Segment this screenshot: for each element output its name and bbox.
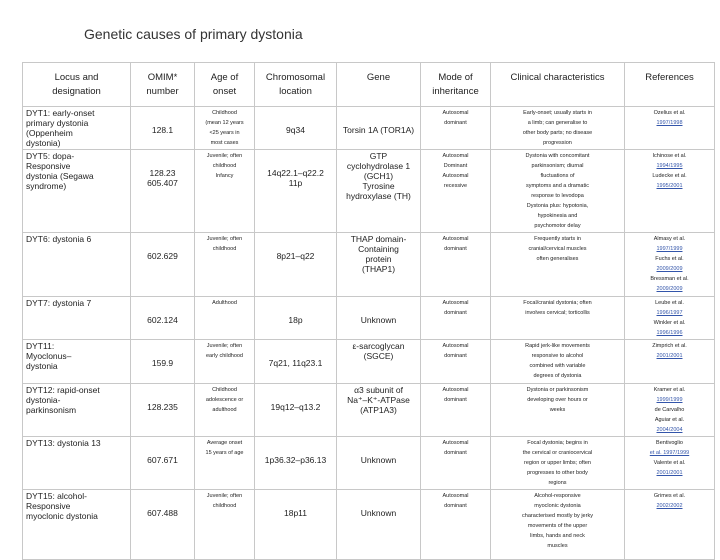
references (625, 340, 715, 384)
table-row (23, 233, 715, 297)
inheritance-mode-line: dominant (444, 246, 467, 252)
reference-link[interactable]: 1999/1999 (656, 397, 683, 403)
locus-designation-line: Responsive (26, 501, 71, 511)
clinical-characteristics-line: Focal dystonia; begins in (527, 440, 588, 446)
chromosomal-location-line: 9q34 (286, 125, 305, 135)
reference-link[interactable]: 2001/2001 (656, 353, 683, 359)
references (625, 107, 715, 150)
chromosomal-location-line: 8p21–q22 (276, 251, 315, 261)
reference-author: Grimes et al. (653, 493, 686, 499)
clinical-characteristics (491, 107, 625, 150)
clinical-characteristics-line: parkinsonism; diurnal (531, 163, 584, 169)
gene-name-line: Torsin 1A (TOR1A) (342, 125, 415, 135)
age-of-onset-line: Childhood (212, 110, 237, 116)
reference-author: Aguiar et al. (654, 417, 685, 423)
clinical-characteristics-line: region or upper limbs; often (524, 460, 591, 466)
omim-number (131, 340, 195, 384)
gene-name-line: (GCH1) (363, 171, 394, 181)
locus-designation-line: Myoclonus– (26, 351, 72, 361)
reference-author: Leube et al. (655, 300, 684, 306)
clinical-characteristics-line: progression (543, 140, 572, 146)
locus-designation-line: syndrome) (26, 181, 67, 191)
header-inheritance: Mode of inheritance (421, 63, 491, 107)
locus-designation (23, 297, 131, 340)
clinical-characteristics-line: Alcohol-responsive (534, 493, 581, 499)
omim-number (131, 107, 195, 150)
inheritance-mode (421, 150, 491, 233)
locus-designation-line: DYT11: (26, 341, 55, 351)
locus-designation-line: Responsive (26, 161, 71, 171)
clinical-characteristics-line: regions (548, 480, 567, 486)
header-references: References (625, 63, 715, 107)
gene-name (337, 490, 421, 560)
clinical-characteristics-line: degrees of dystonia (533, 373, 582, 379)
table-row (23, 384, 715, 437)
age-of-onset-line: adolescence or (205, 397, 244, 403)
clinical-characteristics-line: developing over hours or (527, 397, 588, 403)
reference-author: de Carvalho (654, 407, 685, 413)
chromosomal-location (255, 340, 337, 384)
clinical-characteristics-line: myoclonic dystonia (534, 503, 581, 509)
omim-number-line: 128.235 (147, 402, 178, 412)
omim-number-line: 602.124 (147, 315, 178, 325)
locus-designation-line: DYT12: rapid-onset (26, 385, 100, 395)
table-row (23, 490, 715, 560)
locus-designation (23, 384, 131, 437)
locus-designation-line: DYT7: dystonia 7 (26, 298, 92, 308)
age-of-onset-line: Juvenile; often (206, 236, 243, 242)
locus-designation-line: DYT5: dopa- (26, 151, 75, 161)
age-of-onset-line: childhood (212, 503, 237, 509)
chromosomal-location-line: 7q21, 11q23.1 (268, 358, 323, 368)
omim-number (131, 233, 195, 297)
omim-number (131, 150, 195, 233)
reference-author: Almasy et al. (653, 236, 686, 242)
reference-link[interactable]: 2002/2002 (656, 503, 683, 509)
age-of-onset-line: Juvenile; often (206, 493, 243, 499)
locus-designation-line: myoclonic dystonia (26, 511, 98, 521)
gene-name-line: Tyrosine (362, 181, 395, 191)
gene-name-line: ε-sarcoglycan (352, 341, 405, 351)
inheritance-mode-line: dominant (444, 353, 467, 359)
reference-link[interactable]: 1997/1999 (656, 246, 683, 252)
reference-link[interactable]: 1996/1997 (656, 310, 683, 316)
age-of-onset-line: Childhood (212, 387, 237, 393)
clinical-characteristics (491, 490, 625, 560)
reference-link[interactable]: 1995/2001 (656, 183, 683, 189)
clinical-characteristics-line: Frequently starts in (534, 236, 581, 242)
locus-designation (23, 437, 131, 490)
gene-name (337, 437, 421, 490)
omim-number (131, 490, 195, 560)
gene-name-line: α3 subunit of (354, 385, 403, 395)
clinical-characteristics-line: involves cervical; torticollis (525, 310, 590, 316)
omim-number-line: 128.1 (151, 125, 174, 135)
header-omim: OMIM* number (131, 63, 195, 107)
gene-name-line: GTP (369, 151, 388, 161)
inheritance-mode (421, 437, 491, 490)
references (625, 384, 715, 437)
gene-name-line: Na⁺–K⁺-ATPase (347, 395, 410, 405)
clinical-characteristics-line: Focal/cranial dystonia; often (523, 300, 592, 306)
age-of-onset-line: Average onset (206, 440, 243, 446)
reference-author: Ludecke et al. (652, 173, 687, 179)
references (625, 233, 715, 297)
inheritance-mode (421, 340, 491, 384)
chromosomal-location (255, 107, 337, 150)
inheritance-mode-line: Autosomal (442, 153, 469, 159)
clinical-characteristics-line: response to levodopa (531, 193, 584, 199)
locus-designation (23, 150, 131, 233)
clinical-characteristics (491, 384, 625, 437)
chromosomal-location (255, 384, 337, 437)
inheritance-mode (421, 490, 491, 560)
clinical-characteristics-line: other body parts; no disease (522, 130, 593, 136)
clinical-characteristics (491, 437, 625, 490)
age-of-onset-line: childhood (212, 246, 237, 252)
inheritance-mode-line: Dominant (443, 163, 468, 169)
inheritance-mode-line: Autosomal (442, 440, 469, 446)
locus-designation-line: primary dystonia (26, 118, 89, 128)
clinical-characteristics-line: fluctuations of (540, 173, 575, 179)
reference-link[interactable]: 2001/2001 (656, 470, 683, 476)
reference-author: Bressman et al. (650, 276, 689, 282)
header-chromosomal-location: Chromosomal location (255, 63, 337, 107)
inheritance-mode-line: dominant (444, 120, 467, 126)
gene-name-line: Unknown (360, 508, 397, 518)
omim-number-line: 159.9 (151, 358, 174, 368)
table-row (23, 297, 715, 340)
reference-link[interactable]: 2009/2009 (656, 266, 683, 272)
locus-designation-line: dystonia (Segawa (26, 171, 94, 181)
clinical-characteristics-line: symptoms and a dramatic (526, 183, 589, 189)
locus-designation (23, 490, 131, 560)
clinical-characteristics-line: Dystonia with concomitant (525, 153, 590, 159)
gene-name (337, 233, 421, 297)
omim-number-line: 128.23 (149, 168, 176, 178)
omim-number-line: 602.629 (147, 251, 178, 261)
chromosomal-location (255, 297, 337, 340)
inheritance-mode-line: dominant (444, 503, 467, 509)
header-clinical: Clinical characteristics (491, 63, 625, 107)
reference-author: Valente et al. (653, 460, 686, 466)
gene-name-line: (ATP1A3) (360, 405, 397, 415)
gene-name-line: Unknown (360, 315, 397, 325)
age-of-onset (195, 437, 255, 490)
locus-designation-line: DYT15: alcohol- (26, 491, 87, 501)
age-of-onset (195, 384, 255, 437)
clinical-characteristics-line: progresses to other body (527, 470, 588, 476)
reference-author: Kramer et al. (653, 387, 686, 393)
locus-designation-line: DYT13: dystonia 13 (26, 438, 101, 448)
clinical-characteristics (491, 233, 625, 297)
header-gene: Gene (337, 63, 421, 107)
chromosomal-location-line: 18p11 (283, 508, 307, 518)
omim-number (131, 384, 195, 437)
reference-link[interactable]: et al. 1997/1999 (649, 450, 690, 456)
reference-author: Bentivoglio (656, 440, 683, 446)
table-row (23, 340, 715, 384)
gene-name-line: Containing (358, 244, 399, 254)
chromosomal-location (255, 490, 337, 560)
gene-name (337, 107, 421, 150)
gene-name-line: cyclohydrolase 1 (346, 161, 411, 171)
inheritance-mode-line: Autosomal (442, 110, 469, 116)
omim-number-line: 605.407 (147, 178, 178, 188)
age-of-onset-line: Juvenile; often (206, 153, 243, 159)
table-body (23, 107, 715, 560)
table-row (23, 107, 715, 150)
inheritance-mode (421, 107, 491, 150)
inheritance-mode (421, 297, 491, 340)
age-of-onset-line: adulthood (212, 407, 237, 413)
header-row (23, 63, 715, 107)
locus-designation-line: (Oppenheim (26, 128, 73, 138)
chromosomal-location (255, 150, 337, 233)
clinical-characteristics-line: Rapid jerk-like movements (525, 343, 590, 349)
chromosomal-location (255, 437, 337, 490)
age-of-onset-line: <25 years in (209, 130, 240, 136)
clinical-characteristics (491, 297, 625, 340)
locus-designation-line: DYT1: early-onset (26, 108, 95, 118)
age-of-onset (195, 150, 255, 233)
clinical-characteristics (491, 340, 625, 384)
reference-author: Fuchs et al. (655, 256, 684, 262)
gene-name-line: hydroxylase (TH) (346, 191, 411, 201)
clinical-characteristics (491, 150, 625, 233)
references (625, 490, 715, 560)
age-of-onset-line: Juvenile; often (206, 343, 243, 349)
clinical-characteristics-line: hypokinesia and (537, 213, 578, 219)
age-of-onset (195, 107, 255, 150)
reference-link[interactable]: 1994/1995 (656, 163, 683, 169)
locus-designation (23, 107, 131, 150)
references (625, 437, 715, 490)
clinical-characteristics-line: Early-onset; usually starts in (523, 110, 592, 116)
gene-name (337, 297, 421, 340)
references (625, 297, 715, 340)
inheritance-mode-line: Autosomal (442, 343, 469, 349)
reference-author: Ozelius et al. (653, 110, 686, 116)
gene-name-line: protein (365, 254, 392, 264)
chromosomal-location-line: 11p (288, 178, 303, 188)
references (625, 150, 715, 233)
locus-designation-line: parkinsonism (26, 405, 77, 415)
clinical-characteristics-line: often generalises (536, 256, 579, 262)
gene-name-line: Unknown (360, 455, 397, 465)
clinical-characteristics-line: responsive to alcohol (531, 353, 584, 359)
inheritance-mode-line: dominant (444, 310, 467, 316)
age-of-onset (195, 233, 255, 297)
reference-link[interactable]: 1996/1996 (656, 330, 683, 336)
locus-designation (23, 340, 131, 384)
inheritance-mode-line: Autosomal (442, 173, 469, 179)
reference-link[interactable]: 2004/2004 (656, 427, 683, 433)
reference-author: Winkler et al. (653, 320, 686, 326)
omim-number-line: 607.671 (147, 455, 178, 465)
reference-link[interactable]: 2009/2009 (656, 286, 683, 292)
inheritance-mode-line: dominant (444, 397, 467, 403)
dystonia-table (22, 62, 715, 560)
slide-title: Genetic causes of primary dystonia (84, 26, 303, 42)
age-of-onset (195, 297, 255, 340)
age-of-onset-line: 15 years of age (205, 450, 244, 456)
table-row (23, 150, 715, 233)
age-of-onset-line: most cases (210, 140, 239, 146)
gene-name-line: (THAP1) (361, 264, 396, 274)
clinical-characteristics-line: limbs, hands and neck (530, 533, 585, 539)
omim-number (131, 437, 195, 490)
clinical-characteristics-line: weeks (549, 407, 566, 413)
chromosomal-location (255, 233, 337, 297)
clinical-characteristics-line: muscles (547, 543, 568, 549)
age-of-onset-line: childhood (212, 163, 237, 169)
locus-designation-line: dystonia (26, 361, 58, 371)
inheritance-mode-line: Autosomal (442, 493, 469, 499)
chromosomal-location-line: 1p36.32–p36.13 (264, 455, 327, 465)
table-row (23, 437, 715, 490)
gene-name-line: THAP domain- (350, 234, 407, 244)
inheritance-mode-line: Autosomal (442, 387, 469, 393)
locus-designation-line: dystonia) (26, 138, 61, 148)
gene-name (337, 384, 421, 437)
gene-name (337, 150, 421, 233)
age-of-onset-line: Infancy (215, 173, 234, 179)
gene-name (337, 340, 421, 384)
locus-designation-line: DYT6: dystonia 6 (26, 234, 92, 244)
clinical-characteristics-line: movements of the upper (527, 523, 588, 529)
reference-author: Ichinose et al. (652, 153, 687, 159)
clinical-characteristics-line: Dystonia plus: hypotonia, (526, 203, 589, 209)
clinical-characteristics-line: combined with variable (529, 363, 586, 369)
locus-designation-line: dystonia- (26, 395, 61, 405)
omim-number-line: 607.488 (147, 508, 178, 518)
inheritance-mode-line: recessive (443, 183, 468, 189)
age-of-onset-line: Adulthood (212, 300, 237, 306)
inheritance-mode-line: Autosomal (442, 300, 469, 306)
clinical-characteristics-line: cranial/cervical muscles (528, 246, 587, 252)
age-of-onset (195, 340, 255, 384)
reference-author: Zimprich et al. (652, 343, 687, 349)
inheritance-mode-line: Autosomal (442, 236, 469, 242)
locus-designation (23, 233, 131, 297)
inheritance-mode-line: dominant (444, 450, 467, 456)
chromosomal-location-line: 18p (288, 315, 303, 325)
clinical-characteristics-line: characterised mostly by jerky (522, 513, 593, 519)
clinical-characteristics-line: Dystonia or parkinsonism (526, 387, 589, 393)
age-of-onset-line: early childhood (206, 353, 243, 359)
inheritance-mode (421, 233, 491, 297)
header-locus: Locus and designation (23, 63, 131, 107)
clinical-characteristics-line: a limb; can generalise to (527, 120, 588, 126)
header-age: Age of onset (195, 63, 255, 107)
inheritance-mode (421, 384, 491, 437)
chromosomal-location-line: 14q22.1–q22.2 (267, 168, 324, 178)
chromosomal-location-line: 19q12–q13.2 (270, 402, 321, 412)
clinical-characteristics-line: psychomotor delay (534, 223, 581, 229)
age-of-onset-line: (mean 12 years (205, 120, 244, 126)
age-of-onset (195, 490, 255, 560)
clinical-characteristics-line: the cervical or craniocervical (522, 450, 593, 456)
reference-link[interactable]: 1997/1998 (656, 120, 683, 126)
omim-number (131, 297, 195, 340)
gene-name-line: (SGCE) (363, 351, 394, 361)
